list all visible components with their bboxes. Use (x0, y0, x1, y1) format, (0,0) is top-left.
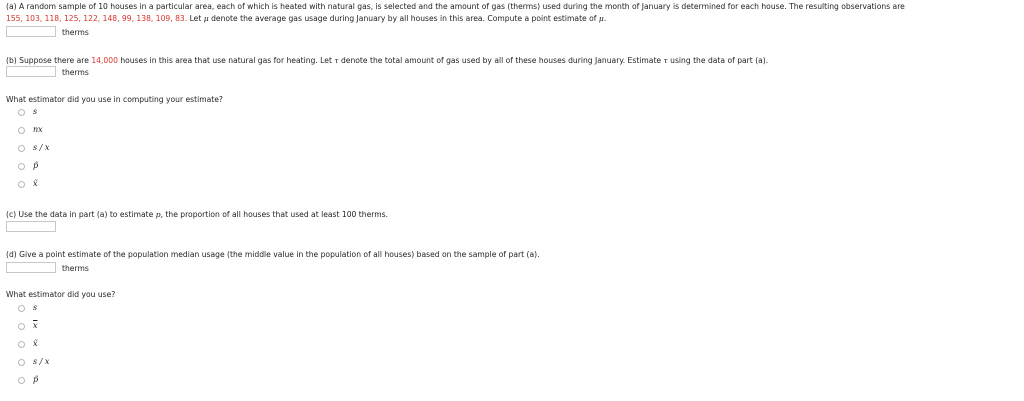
part-a-data-line: 155, 103, 118, 125, 122, 148, 99, 138, 109, 83. Let μ denote the average gas usage during January by all houses in this area. Compute a point estimate of μ. (6, 14, 607, 23)
part-b-text: (b) Suppose there are 14,000 houses in this area that use natural gas for heating. Let τ denote the total amount of gas used by all of these houses during January. Estimate τ using the data of part (a). (6, 56, 769, 65)
part-b-answer-input[interactable] (6, 66, 56, 77)
part-b-option-x-tilde-label: x̃ (33, 179, 38, 188)
part-d-text: (d) Give a point estimate of the population median usage (the middle value in the population of all houses) based on the sample of part (a). (6, 250, 540, 259)
house-count: 14,000 (91, 56, 118, 65)
part-b-unit: therms (62, 68, 89, 77)
part-c-answer-input[interactable] (6, 221, 56, 232)
part-a-unit: therms (62, 28, 89, 37)
part-d-option-x-tilde-radio[interactable] (18, 341, 25, 348)
part-d-answer-input[interactable] (6, 262, 56, 273)
part-b-option-s-over-x-radio[interactable] (18, 145, 25, 152)
observations-data: 155, 103, 118, 125, 122, 148, 99, 138, 109, 83. (6, 14, 188, 23)
part-d-unit: therms (62, 264, 89, 273)
part-d-option-s-over-x-label: s / x (33, 357, 50, 366)
part-d-question: What estimator did you use? (6, 290, 116, 299)
part-b-question: What estimator did you use in computing your estimate? (6, 95, 223, 104)
part-b-option-nx-radio[interactable] (18, 127, 25, 134)
part-b-option-p-hat-radio[interactable] (18, 163, 25, 170)
part-b-option-nx-label: nx (33, 125, 43, 134)
part-b-option-x-tilde-radio[interactable] (18, 181, 25, 188)
part-c-text: (c) Use the data in part (a) to estimate p, the proportion of all houses that used at least 100 therms. (6, 210, 389, 219)
part-d-option-x-tilde-label: x̃ (33, 339, 38, 348)
part-b-option-p-hat-label: p̂ (33, 161, 39, 170)
part-b-option-s-over-x-label: s / x (33, 143, 50, 152)
part-b-option-s-label: s (33, 107, 38, 116)
part-b-option-s-radio[interactable] (18, 109, 25, 116)
part-d-option-p-hat-radio[interactable] (18, 377, 25, 384)
part-d-option-s-label: s (33, 303, 38, 312)
part-a-answer-input[interactable] (6, 26, 56, 37)
part-d-option-p-hat-label: p̂ (33, 375, 39, 384)
part-d-option-s-radio[interactable] (18, 305, 25, 312)
part-d-option-x-bar-radio[interactable] (18, 323, 25, 330)
part-d-option-x-bar-label: $\overline{x}$ (33, 321, 38, 330)
part-d-option-s-over-x-radio[interactable] (18, 359, 25, 366)
part-a-text: (a) A random sample of 10 houses in a particular area, each of which is heated with natural gas, is selected and the amount of gas (therms) used during the month of January is determined for each house. The resulting observations are (6, 2, 905, 11)
